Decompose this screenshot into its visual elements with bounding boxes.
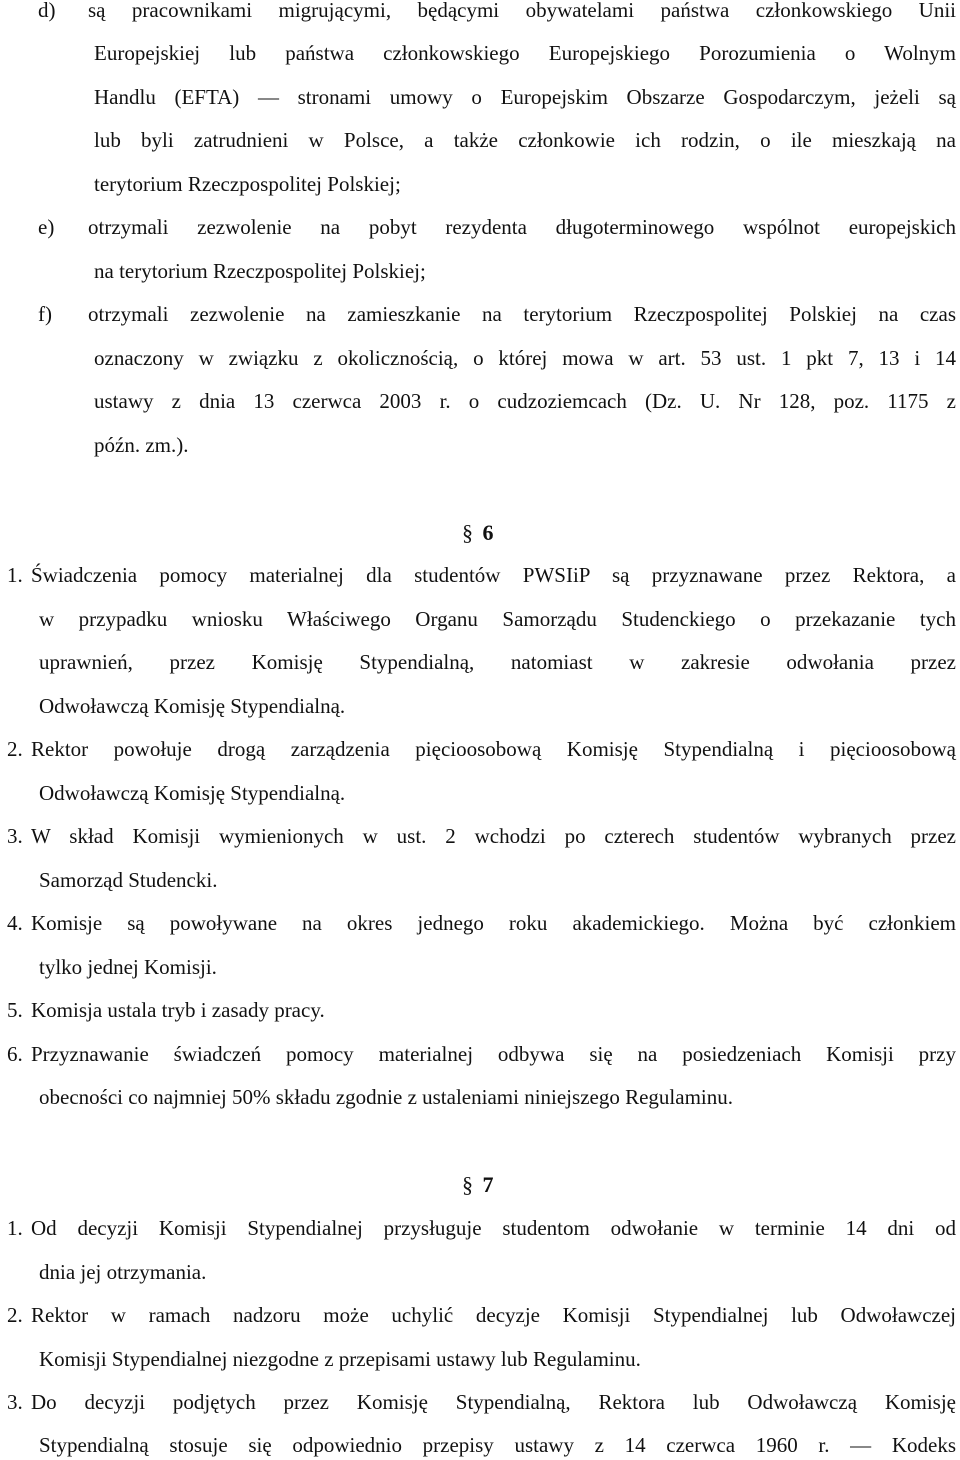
text-line: Rektor w ramach nadzoru może uchylić decyzje Komisji Stypendialnej lub Odwoławczej [31,1303,956,1327]
text-line: na terytorium Rzeczpospolitej Polskiej; [94,259,426,283]
text-line: Rektor powołuje drogą zarządzenia pięcioosobową Komisję Stypendialną i pięcioosobową [31,737,956,761]
text-line: Europejskiej lub państwa członkowskiego Europejskiego Porozumienia o Wolnym [94,41,956,65]
list-label: e) [38,215,55,239]
section-heading-6 [462,520,494,546]
point-number: 1. [7,1216,23,1240]
text-line: Komisja ustala tryb i zasady pracy. [31,998,325,1022]
section-number: 7 [482,1172,494,1197]
list-label: f) [38,302,52,326]
section-symbol: § [462,1172,473,1197]
text-line: Komisje są powoływane na okres jednego roku akademickiego. Można być członkiem [31,911,956,935]
point-number: 6. [7,1042,23,1066]
text-line: Stypendialną stosuje się odpowiednio przepisy ustawy z 14 czerwca 1960 r. — Kodeks [39,1433,956,1457]
text-line: otrzymali zezwolenie na pobyt rezydenta długoterminowego wspólnot europejskich [88,215,956,239]
text-line: Przyznawanie świadczeń pomocy materialnej odbywa się na posiedzeniach Komisji przy [31,1042,956,1066]
point-number: 4. [7,911,23,935]
text-line: Od decyzji Komisji Stypendialnej przysługuje studentom odwołanie w terminie 14 dni od [31,1216,956,1240]
text-line: tylko jednej Komisji. [39,955,217,979]
text-line: są pracownikami migrującymi, będącymi obywatelami państwa członkowskiego Unii [88,0,956,22]
text-line: w przypadku wniosku Właściwego Organu Samorządu Studenckiego o przekazanie tych [39,607,956,631]
text-line: Do decyzji podjętych przez Komisję Stypendialną, Rektora lub Odwoławczą Komisję [31,1390,956,1414]
text-line: Odwoławczą Komisję Stypendialną. [39,694,346,718]
text-line: oznaczony w związku z okolicznością, o której mowa w art. 53 ust. 1 pkt 7, 13 i 14 [94,346,956,370]
point-number: 1. [7,563,23,587]
text-line: Świadczenia pomocy materialnej dla studentów PWSIiP są przyznawane przez Rektora, a [31,563,956,587]
point-number: 5. [7,998,23,1022]
text-line: obecności co najmniej 50% składu zgodnie z ustaleniami niniejszego Regulaminu. [39,1085,733,1109]
text-line: otrzymali zezwolenie na zamieszkanie na terytorium Rzeczpospolitej Polskiej na czas [88,302,956,326]
text-line: lub byli zatrudnieni w Polsce, a także członkowie ich rodzin, o ile mieszkają na [94,128,956,152]
list-label: d) [38,0,56,22]
text-line: uprawnień, przez Komisję Stypendialną, natomiast w zakresie odwołania przez [39,650,956,674]
section-symbol: § [462,520,473,545]
text-line: późn. zm.). [94,433,189,457]
section-number: 6 [482,520,494,545]
text-line: Odwoławczą Komisję Stypendialną. [39,781,346,805]
text-line: ustawy z dnia 13 czerwca 2003 r. o cudzoziemcach (Dz. U. Nr 128, poz. 1175 z [94,389,956,413]
point-number: 3. [7,824,23,848]
text-line: Komisji Stypendialnej niezgodne z przepisami ustawy lub Regulaminu. [39,1347,641,1371]
point-number: 3. [7,1390,23,1414]
text-line: Samorząd Studencki. [39,868,218,892]
text-line: terytorium Rzeczpospolitej Polskiej; [94,172,401,196]
section-heading-7 [462,1172,494,1198]
text-line: W skład Komisji wymienionych w ust. 2 wchodzi po czterech studentów wybranych przez [31,824,956,848]
point-number: 2. [7,1303,23,1327]
point-number: 2. [7,737,23,761]
text-line: dnia jej otrzymania. [39,1260,207,1284]
text-line: Handlu (EFTA) — stronami umowy o Europejskim Obszarze Gospodarczym, jeżeli są [94,85,956,109]
